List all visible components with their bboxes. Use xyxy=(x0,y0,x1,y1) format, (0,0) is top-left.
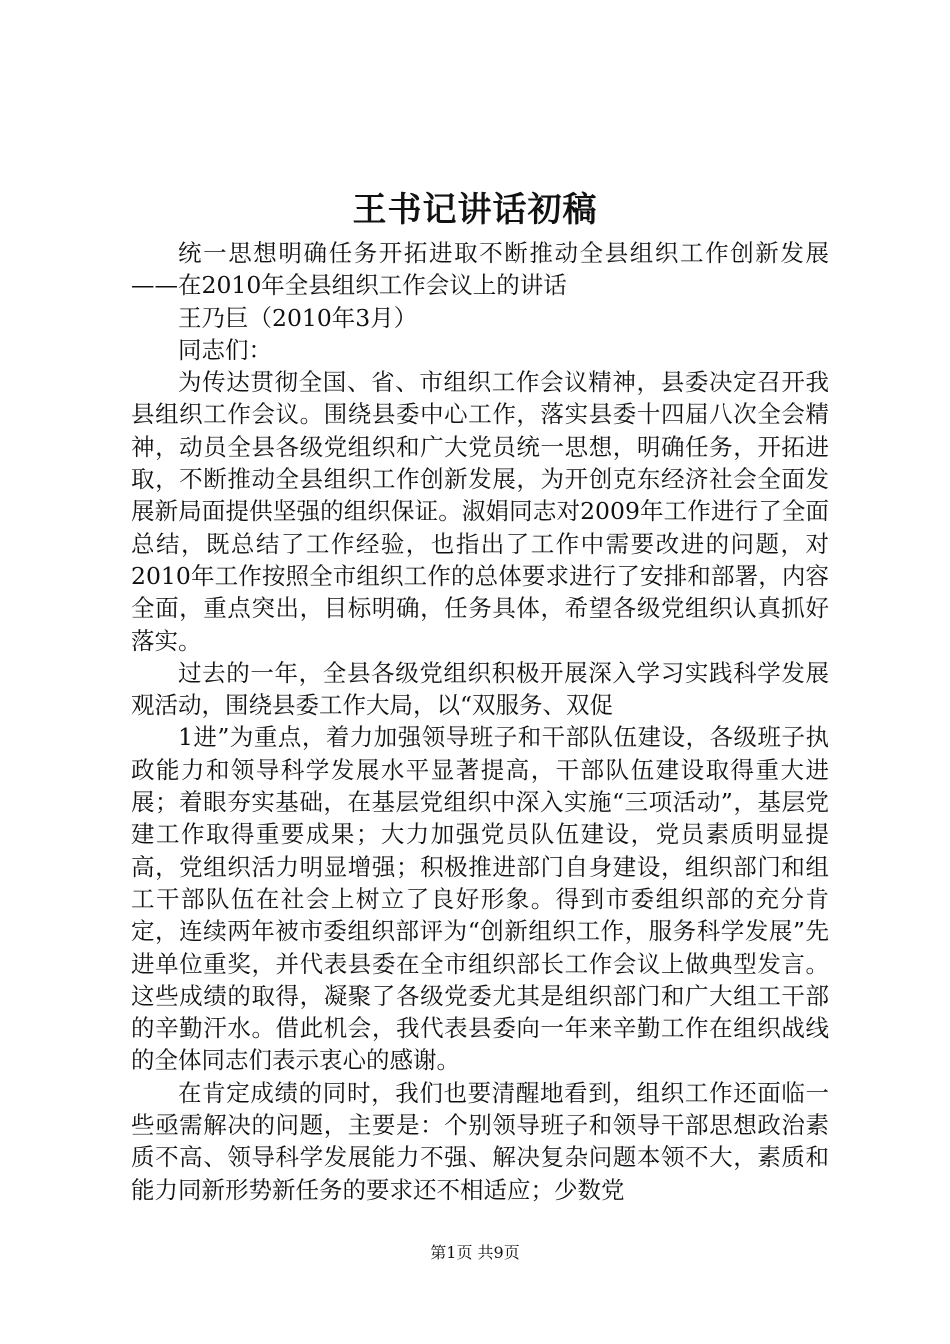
document-title: 王书记讲话初稿 xyxy=(352,190,598,230)
body-paragraph: 为传达贯彻全国、省、市组织工作会议精神，县委决定召开我县组织工作会议。围绕县委中心工作，落实县委十四届八次全会精神，动员全县各级党组织和广大党员统一思想，明确任务，开拓进取，不断推动全县组织工作创新发展，为开创克东经济社会全面发展新局面提供坚强的组织保证。淑娟同志对2009年工作进行了全面总结，既总结了工作经验，也指出了工作中需要改进的问题，对2010年工作按照全市组织工作的总体要求进行了安排和部署，内容全面，重点突出，目标明确，任务具体，希望各级党组织认真抓好落实。 xyxy=(131,368,829,655)
salutation: 同志们： xyxy=(178,335,272,364)
body-paragraph: 1进”为重点，着力加强领导班子和干部队伍建设，各级班子执政能力和领导科学发展水平显著提高，干部队伍建设取得重大进展；着眼夯实基础，在基层党组织中深入实施“三项活动”，基层党建工作取得重要成果；大力加强党员队伍建设，党员素质明显提高，党组织活力明显增强；积极推进部门自身建设，组织部门和组工干部队伍在社会上树立了良好形象。得到市委组织部的充分肯定，连续两年被市委组织部评为“创新组织工作，服务科学发展”先进单位重奖，并代表县委在全市组织部长工作会议上做典型发言。这些成绩的取得，凝聚了各级党委尤其是组织部门和广大组工干部的辛勤汗水。借此机会，我代表县委向一年来辛勤工作在组织战线的全体同志们表示衷心的感谢。 xyxy=(131,723,829,1075)
speech-subtitle: 统一思想明确任务开拓进取不断推动全县组织工作创新发展——在2010年全县组织工作会议上的讲话 xyxy=(131,239,829,300)
body-paragraph: 过去的一年，全县各级党组织积极开展深入学习实践科学发展观活动，围绕县委工作大局，以“双服务、双促 xyxy=(131,658,829,720)
page-number-footer: 第1页 共9页 xyxy=(430,1243,520,1262)
speaker-line: 王乃巨（2010年3月） xyxy=(178,303,418,332)
document-body xyxy=(131,237,829,1206)
body-paragraph: 在肯定成绩的同时，我们也要清醒地看到，组织工作还面临一些亟需解决的问题，主要是：个别领导班子和领导干部思想政治素质不高、领导科学发展能力不强、解决复杂问题本领不大，素质和能力同新形势新任务的要求还不相适应；少数党 xyxy=(131,1078,829,1204)
